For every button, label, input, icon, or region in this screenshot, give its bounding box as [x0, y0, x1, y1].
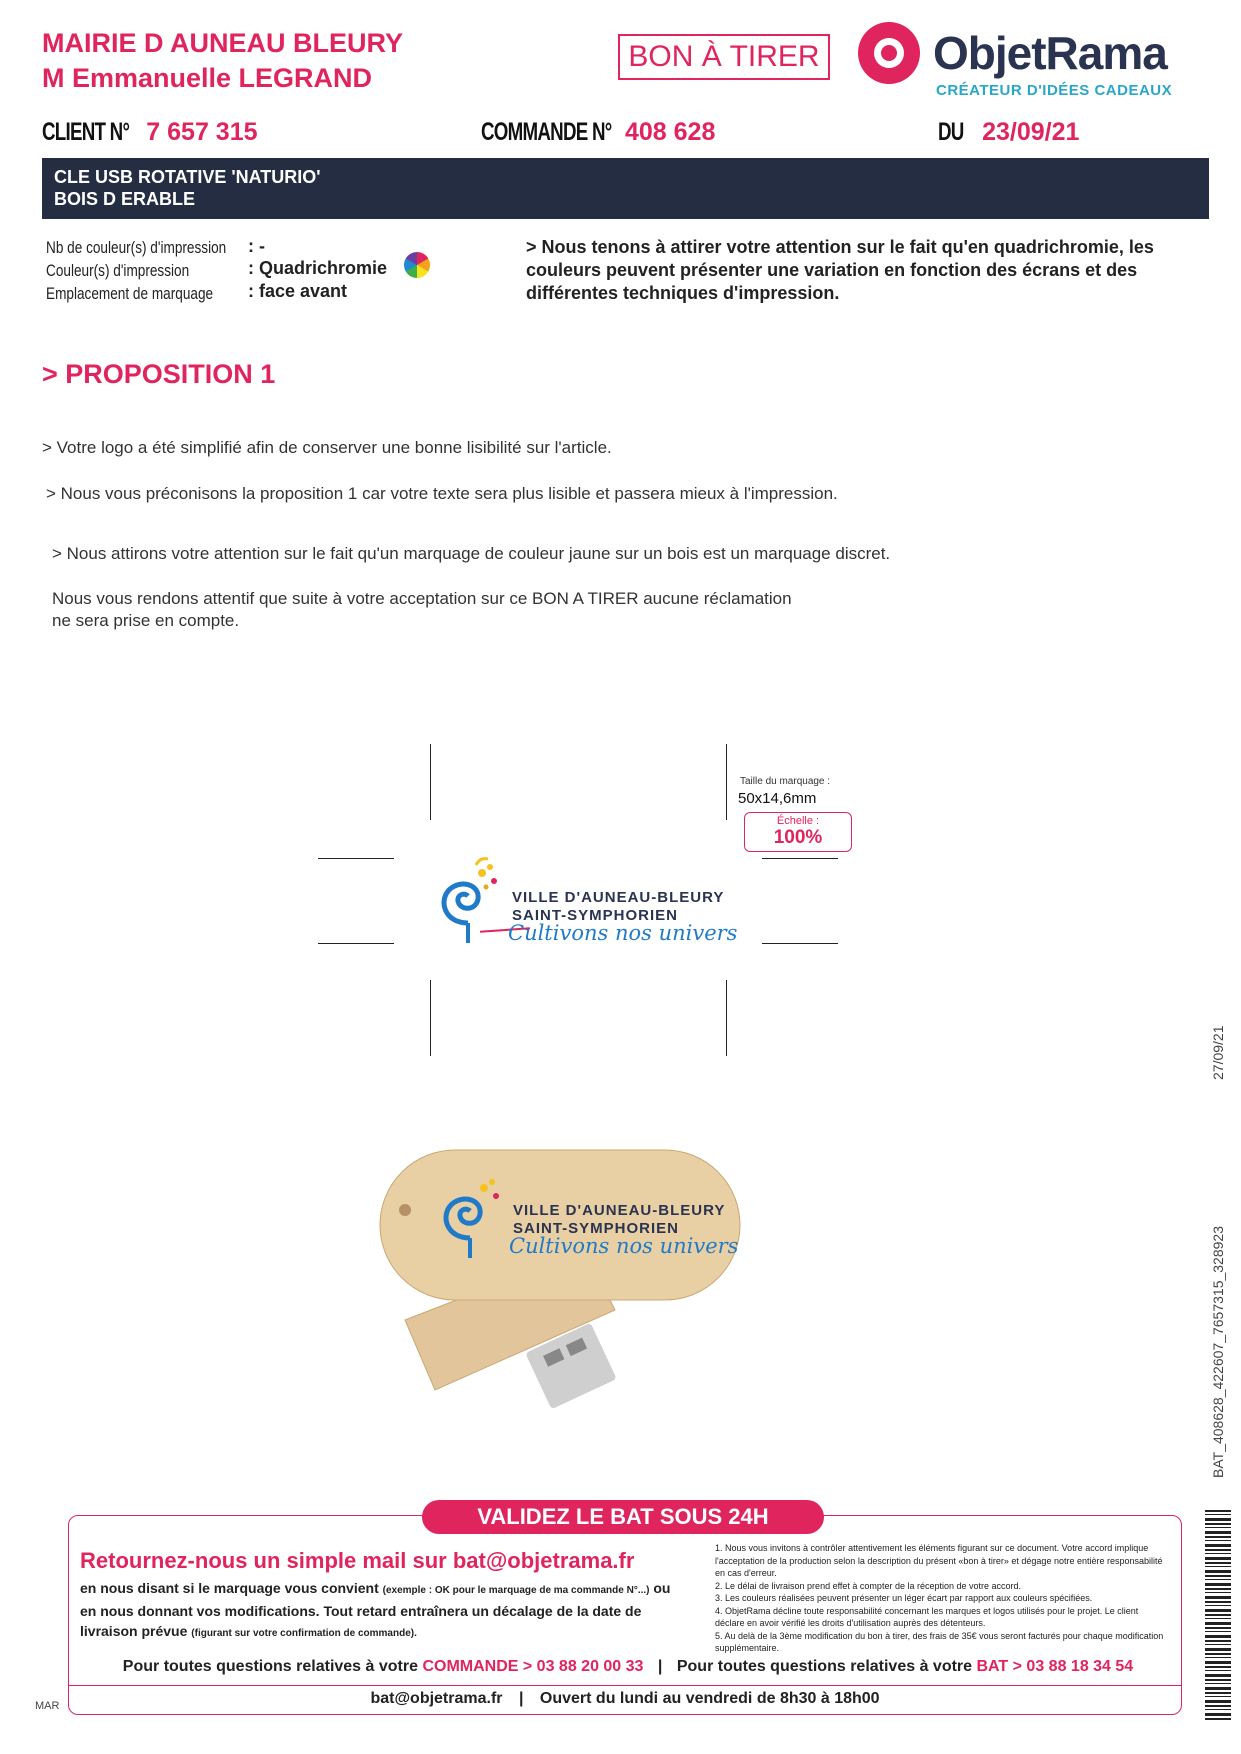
order-ref-value: 408 628: [625, 118, 716, 146]
condition-item: 3. Les couleurs réalisées peuvent présenter un léger écart par rapport aux couleurs spécifiées.: [715, 1593, 1093, 1603]
note-4a: Nous vous rendons attentif que suite à votre acceptation sur ce BON A TIRER aucune réclamation: [52, 589, 792, 608]
crop-mark: [726, 744, 727, 820]
proposition-title: > PROPOSITION 1: [42, 359, 276, 389]
spec-value: : -: [248, 236, 265, 256]
product-line2: BOIS D ERABLE: [54, 189, 196, 209]
marking-size-value: 50x14,6mm: [738, 790, 817, 807]
client-ref: [42, 118, 258, 147]
footer-text1: en nous disant si le marquage vous convient: [80, 1580, 379, 1596]
scale-label: Échelle :: [776, 815, 820, 827]
contact-order-phone: COMMANDE > 03 88 20 00 33: [422, 1658, 644, 1675]
contact-name: M Emmanuelle LEGRAND: [42, 63, 373, 93]
side-date: 27/09/21: [1210, 1025, 1226, 1080]
client-ref-value: 7 657 315: [146, 118, 258, 146]
footer-hours: Ouvert du lundi au vendredi de 8h30 à 18h00: [539, 1690, 880, 1707]
crop-mark: [318, 858, 394, 859]
note-2: > Nous vous préconisons la proposition 1 car votre texte sera plus lisible et passera mieux à l'impression.: [46, 484, 838, 503]
crop-mark: [762, 858, 838, 859]
condition-item: 1. Nous vous invitons à contrôler attentivement les éléments figurant sur ce document. Votre accord implique l'acceptation de la production selon la description du présent «bon à tirer» et dégage notre entière responsabilité en cas d'erreur.: [715, 1543, 1163, 1578]
crop-mark: [430, 980, 431, 1056]
date-ref-label: DU: [938, 118, 964, 146]
contact-bat-prefix: Pour toutes questions relatives à votre: [676, 1658, 973, 1675]
logo-line2: SAINT-SYMPHORIEN: [513, 1220, 680, 1237]
footer-instructions: [80, 1578, 690, 1644]
scale-value: 100%: [773, 827, 823, 848]
logo-line1: VILLE D'AUNEAU-BLEURY: [513, 1202, 726, 1219]
footer-conditions: [715, 1542, 1165, 1655]
barcode: [1205, 1510, 1231, 1720]
spec-label: Emplacement de marquage: [46, 284, 214, 303]
crop-mark: [430, 744, 431, 820]
logo-line3: Cultivons nos univers: [508, 921, 738, 945]
usb-product-image: [375, 1140, 755, 1420]
contact-bat-phone: BAT > 03 88 18 34 54: [976, 1658, 1134, 1675]
crop-mark: [762, 943, 838, 944]
condition-item: 2. Le délai de livraison prend effet à compter de la réception de votre accord.: [715, 1580, 1022, 1591]
product-bar: [42, 158, 1209, 219]
spec-value: : face avant: [248, 281, 348, 301]
logo-line3: Cultivons nos univers: [509, 1234, 739, 1258]
color-wheel-icon: [404, 252, 430, 278]
crop-mark: [318, 943, 394, 944]
footer-mail-line: Retournez-nous un simple mail sur bat@objetrama.fr: [80, 1548, 635, 1573]
client-name: MAIRIE D AUNEAU BLEURY: [42, 28, 404, 58]
note-3: > Nous attirons votre attention sur le fait qu'un marquage de couleur jaune sur un bois est un marquage discret.: [52, 544, 891, 563]
note-4b: ne sera prise en compte.: [52, 611, 240, 630]
product-line1: CLE USB ROTATIVE 'NATURIO': [54, 167, 321, 187]
contact-separator: |: [657, 1658, 663, 1675]
spec-label: Couleur(s) d'impression: [46, 261, 190, 280]
footer-text2-small: (figurant sur votre confirmation de commande).: [191, 1628, 417, 1639]
marking-logo: [428, 855, 738, 945]
brand-name: ObjetRama: [933, 27, 1167, 79]
client-header: [42, 26, 403, 96]
marking-size-label: Taille du marquage :: [740, 776, 831, 787]
brand-tagline: CRÉATEUR D'IDÉES CADEAUX: [936, 82, 1173, 99]
contact-order-prefix: Pour toutes questions relatives à votre: [122, 1658, 418, 1675]
scale-box: [744, 812, 852, 852]
spiral-logo-icon: [430, 1170, 510, 1260]
attention-note: > Nous tenons à attirer votre attention sur le fait qu'en quadrichromie, les couleurs peuvent présenter une variation en fonction des écrans et des différentes techniques d'impression.: [526, 237, 1154, 303]
footer-bottom-separator: |: [518, 1690, 524, 1707]
logo-line2: SAINT-SYMPHORIEN: [512, 907, 679, 924]
footer-text2: ou en nous donnant vos modifications. Tout retard entraînera un décalage de la date de livraison prévue: [80, 1580, 671, 1639]
footer-bottom: [68, 1685, 1182, 1708]
order-ref: [481, 118, 715, 147]
date-ref: [938, 118, 1079, 147]
side-code: BAT_408628_422607_7657315_328923: [1210, 1226, 1226, 1478]
order-ref-label: COMMANDE N°: [481, 118, 612, 146]
validate-banner: VALIDEZ LE BAT SOUS 24H: [422, 1500, 824, 1534]
footer-email-link[interactable]: bat@objetrama.fr: [370, 1690, 503, 1707]
condition-item: 4. ObjetRama décline toute responsabilité concernant les marques et logos utilisés pour le projet. Le client déclare en avoir vérifié les droits d'utilisation auprès des détenteurs.: [715, 1605, 1139, 1628]
spec-label: Nb de couleur(s) d'impression: [46, 238, 227, 257]
condition-item: 5. Au delà de la 3ème modification du bon à tirer, des frais de 35€ vous seront facturés pour chaque modification supplémentaire.: [715, 1630, 1164, 1653]
date-ref-value: 23/09/21: [982, 118, 1080, 146]
brand-dot-icon: [881, 45, 897, 61]
footer-text1-small: (exemple : OK pour le marquage de ma commande N°...): [382, 1585, 650, 1596]
footer-contact: [88, 1658, 1168, 1676]
mar-label: MAR: [35, 1700, 60, 1712]
crop-mark: [726, 980, 727, 1056]
logo-line1: VILLE D'AUNEAU-BLEURY: [512, 889, 725, 906]
note-1: > Votre logo a été simplifié afin de conserver une bonne lisibilité sur l'article.: [42, 438, 612, 457]
client-ref-label: CLIENT N°: [42, 118, 130, 146]
bat-label: BON À TIRER: [618, 34, 830, 80]
spec-value: : Quadrichromie: [248, 258, 388, 278]
brand-logo: [858, 22, 1208, 102]
